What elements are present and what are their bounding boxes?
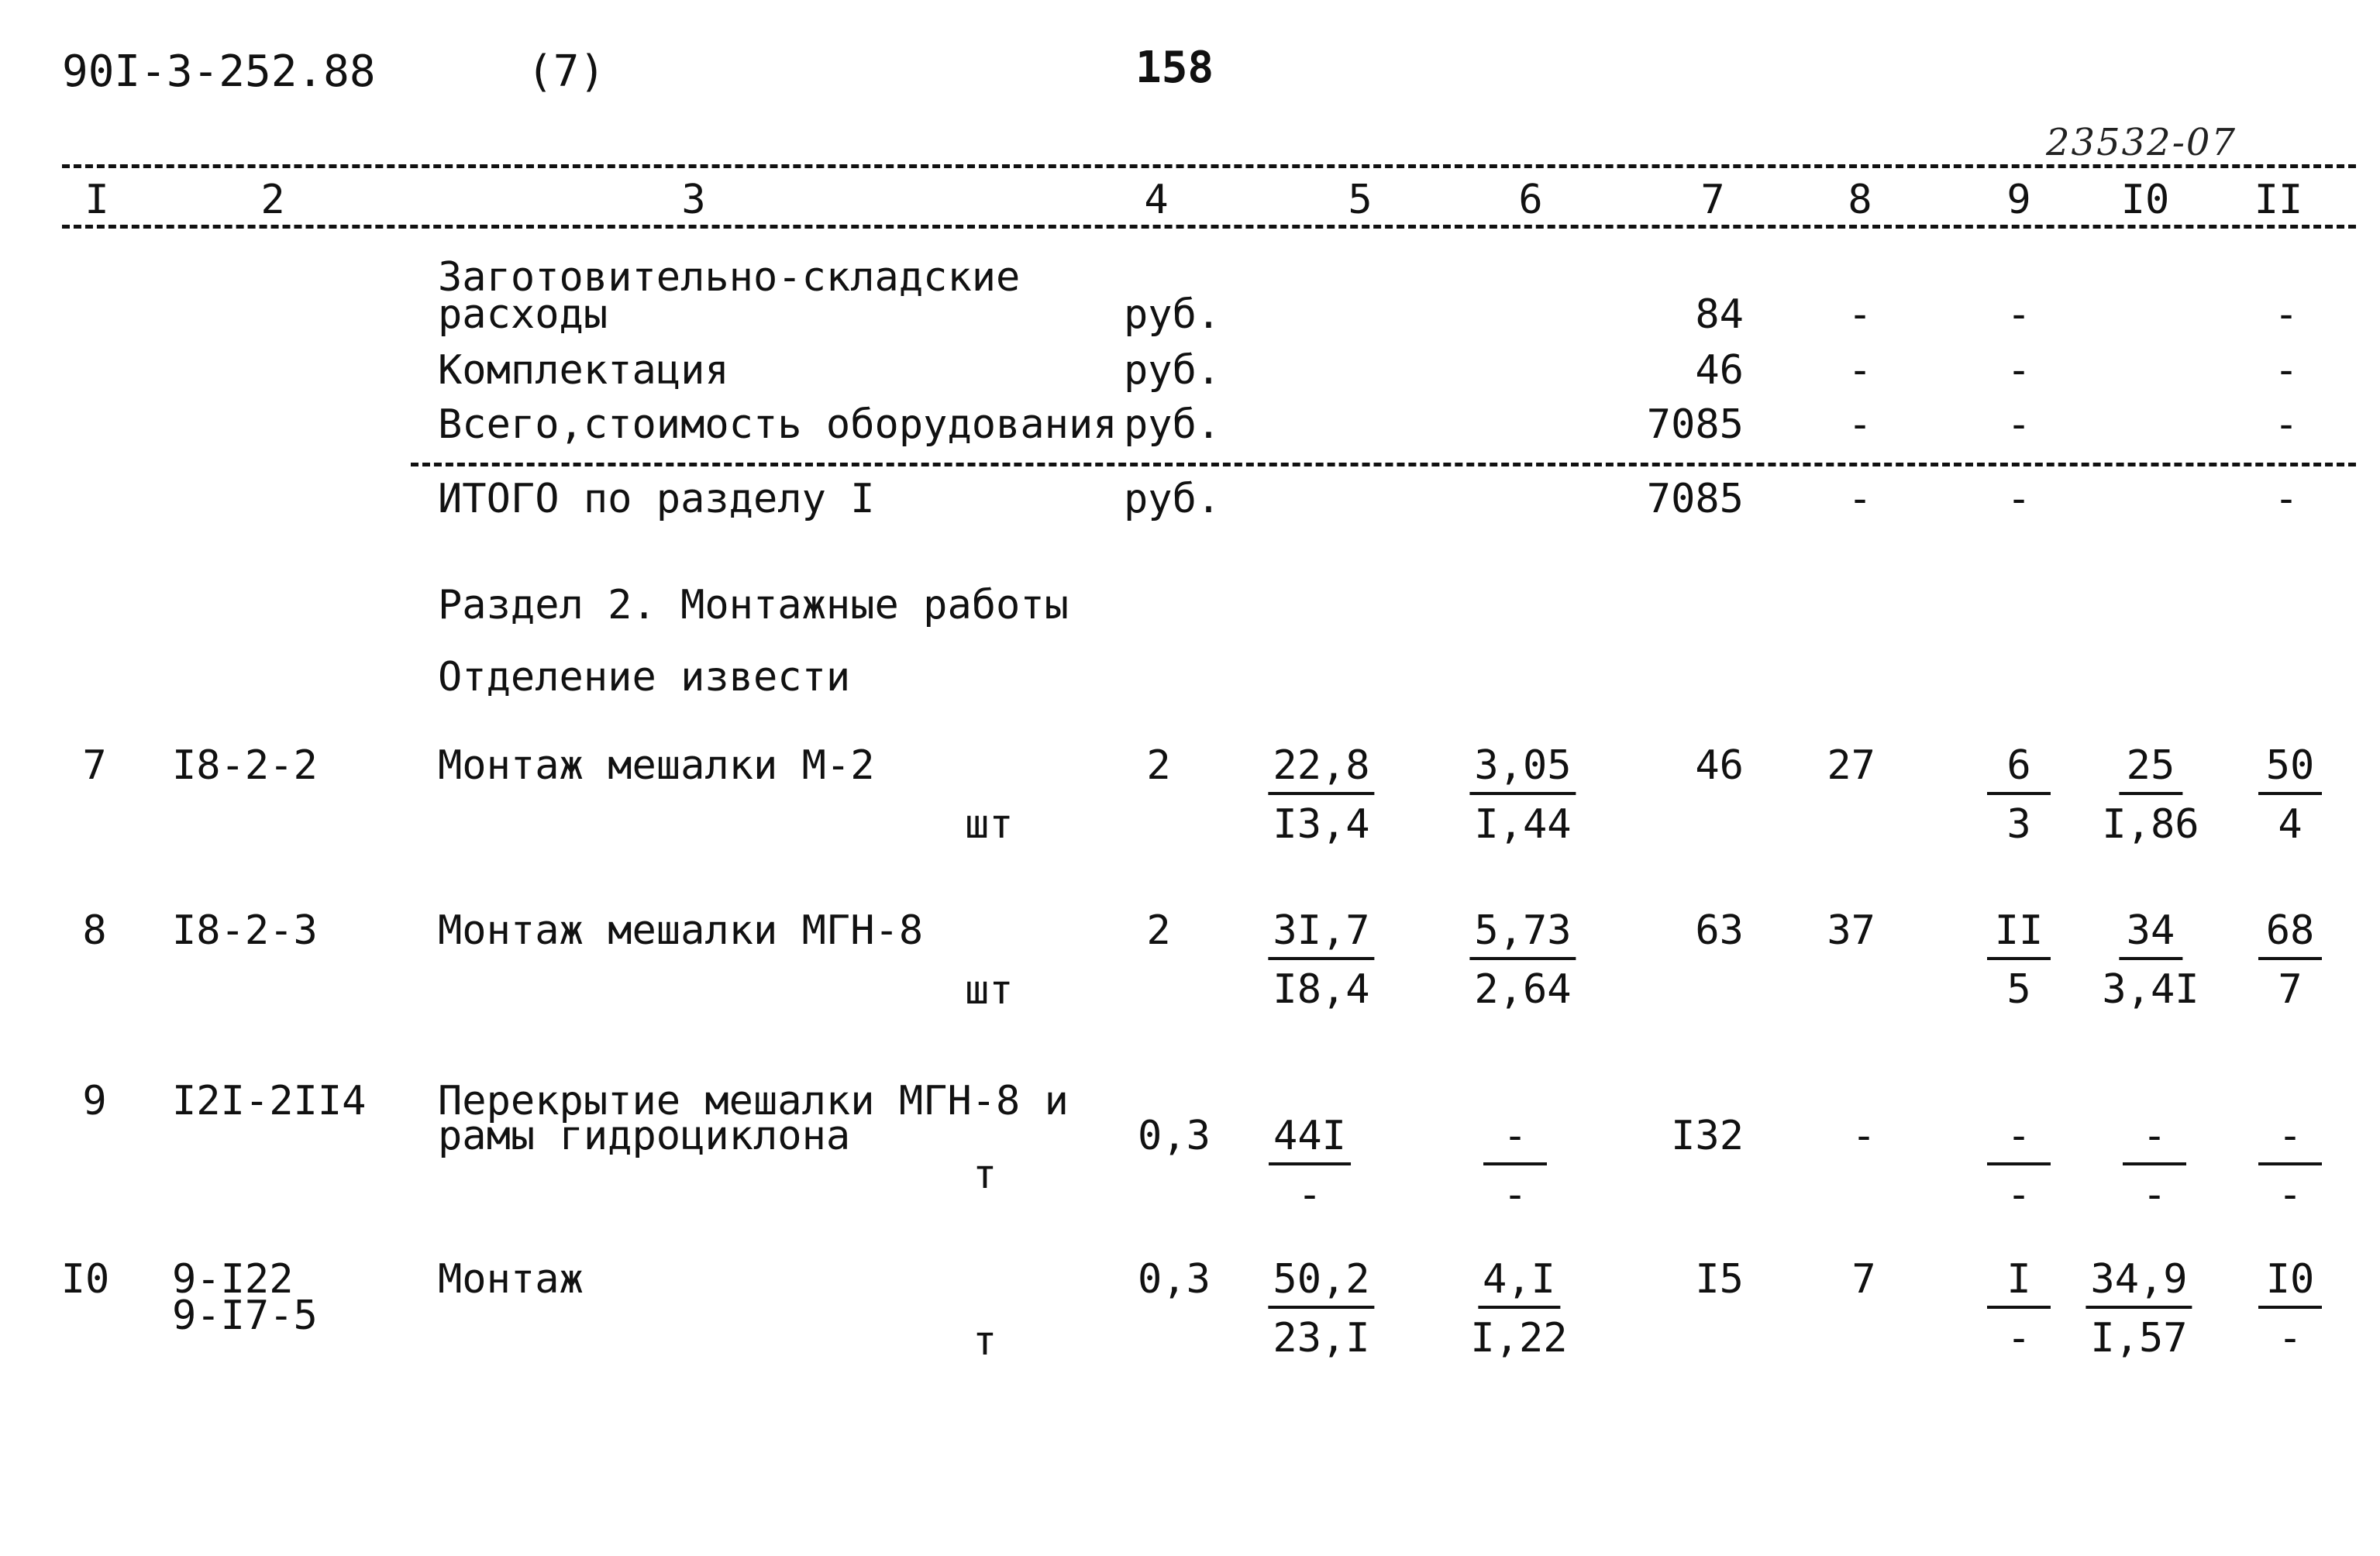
- item-name: Монтаж: [438, 1256, 584, 1303]
- inventory-number: 23532-07: [2046, 121, 2237, 164]
- summary-col8: -: [1848, 291, 1872, 338]
- section-total-col8: -: [1848, 476, 1872, 522]
- item-col5-fraction: $\frac{3I,7}{I8,4}$: [1268, 911, 1374, 1010]
- summary-unit: руб.: [1124, 401, 1221, 448]
- item-unit: т: [973, 1318, 997, 1365]
- item-col11-fraction: - -: [2258, 1116, 2322, 1215]
- summary-col9: -: [2006, 291, 2031, 338]
- item-col6-fraction: $\frac{3,05}{I,44}$: [1469, 745, 1576, 845]
- item-col11-fraction: $\frac{68}{7}$: [2258, 911, 2322, 1010]
- item-col7: I5: [1695, 1256, 1744, 1303]
- item-col8: 27: [1827, 742, 1875, 789]
- item-code: I8-2-2: [172, 742, 318, 789]
- section-subtitle: Отделение извести: [438, 654, 851, 701]
- item-col8: -: [1851, 1113, 1876, 1159]
- column-header-9: 9: [2006, 177, 2031, 223]
- item-number: I0: [60, 1256, 110, 1303]
- item-quantity: 2: [1146, 742, 1171, 789]
- column-header-3: 3: [681, 177, 706, 223]
- item-col11-fraction: I0 -: [2258, 1259, 2322, 1358]
- item-col10-fraction: $\frac{25}{I,86}$: [2102, 742, 2199, 848]
- item-col10-fraction: - -: [2123, 1116, 2186, 1215]
- summary-col9: -: [2006, 347, 2031, 394]
- column-header-2: 2: [260, 177, 285, 223]
- section-title: Раздел 2. Монтажные работы: [438, 582, 1069, 628]
- item-code: I2I-2II4: [172, 1078, 367, 1124]
- summary-name-line2: расходы: [438, 291, 608, 338]
- item-number: 9: [82, 1078, 107, 1124]
- item-quantity: 0,3: [1138, 1256, 1211, 1303]
- summary-name-line1: Заготовительно-складские: [438, 254, 1021, 301]
- column-header-4: 4: [1144, 177, 1169, 223]
- item-col6-fraction: $\frac{5,73}{2,64}$: [1469, 911, 1576, 1010]
- item-col9-fraction: $\frac{6}{3}$: [1987, 745, 2051, 845]
- item-col5-fraction: $\frac{22,8}{I3,4}$: [1268, 745, 1374, 845]
- summary-col11: -: [2274, 401, 2299, 448]
- item-name: Монтаж мешалки МГН-8: [438, 907, 924, 954]
- column-header-10: I0: [2120, 177, 2170, 223]
- header-bottom-rule: [62, 225, 2356, 229]
- item-name-line2: рамы гидроциклона: [438, 1113, 851, 1159]
- summary-col9: -: [2006, 401, 2031, 448]
- item-unit: шт: [965, 967, 1014, 1014]
- summary-col8: -: [1848, 347, 1872, 394]
- column-header-11: II: [2254, 177, 2303, 223]
- document-code: 90I-3-252.88: [62, 46, 376, 97]
- item-col5-fraction: 44I -: [1269, 1116, 1351, 1215]
- item-col8: 7: [1851, 1256, 1876, 1303]
- section-total-unit: руб.: [1124, 476, 1221, 522]
- item-col7: I32: [1671, 1113, 1744, 1159]
- column-header-7: 7: [1700, 177, 1725, 223]
- page-number: 158: [1135, 43, 1214, 93]
- item-quantity: 2: [1146, 907, 1171, 954]
- summary-name: Комплектация: [438, 347, 729, 394]
- item-col10-fraction: $\frac{34,9}{I,57}$: [2086, 1259, 2192, 1358]
- item-name: Монтаж мешалки М-2: [438, 742, 875, 789]
- summary-col7: 84: [1695, 291, 1744, 338]
- item-unit: т: [973, 1152, 997, 1198]
- summary-col11: -: [2274, 347, 2299, 394]
- section-total-name: ИТОГО по разделу I: [438, 476, 875, 522]
- sheet-reference: (7): [527, 46, 606, 97]
- summary-col11: -: [2274, 291, 2299, 338]
- item-col9-fraction: $\frac{II}{5}$: [1987, 911, 2051, 1010]
- summary-col8: -: [1848, 401, 1872, 448]
- item-number: 8: [82, 907, 107, 954]
- item-code: I8-2-3: [172, 907, 318, 954]
- item-col6-fraction: - -: [1483, 1116, 1547, 1215]
- item-unit: шт: [965, 801, 1014, 848]
- section-total-col7: 7085: [1646, 476, 1744, 522]
- item-col8: 37: [1827, 907, 1875, 954]
- item-number: 7: [82, 742, 107, 789]
- item-col5-fraction: $\frac{50,2}{23,I}$: [1268, 1259, 1374, 1358]
- summary-unit: руб.: [1124, 291, 1221, 338]
- column-header-8: 8: [1848, 177, 1872, 223]
- section-total-col11: -: [2274, 476, 2299, 522]
- column-header-5: 5: [1348, 177, 1373, 223]
- section-total-col9: -: [2006, 476, 2031, 522]
- summary-unit: руб.: [1124, 347, 1221, 394]
- item-name-line1: Перекрытие мешалки МГН-8 и: [438, 1078, 1069, 1124]
- header-top-rule: [62, 164, 2356, 168]
- item-col7: 46: [1695, 742, 1744, 789]
- summary-name: Всего,стоимость оборудования: [438, 401, 1118, 448]
- item-col9-fraction: I -: [1987, 1259, 2051, 1358]
- item-col9-fraction: - -: [1987, 1116, 2051, 1215]
- item-col6-fraction: $\frac{4,I}{I,22}$: [1470, 1256, 1568, 1362]
- column-header-6: 6: [1518, 177, 1543, 223]
- item-col7: 63: [1695, 907, 1744, 954]
- summary-col7: 7085: [1646, 401, 1744, 448]
- section-total-rule: [411, 463, 2356, 466]
- item-quantity: 0,3: [1138, 1113, 1211, 1159]
- item-col10-fraction: $\frac{34}{3,4I}$: [2102, 907, 2199, 1013]
- summary-col7: 46: [1695, 347, 1744, 394]
- item-code-line2: 9-I7-5: [172, 1293, 318, 1339]
- column-header-1: I: [84, 177, 109, 223]
- item-code-line1: 9-I22: [172, 1256, 294, 1303]
- item-col11-fraction: $\frac{50}{4}$: [2258, 745, 2322, 845]
